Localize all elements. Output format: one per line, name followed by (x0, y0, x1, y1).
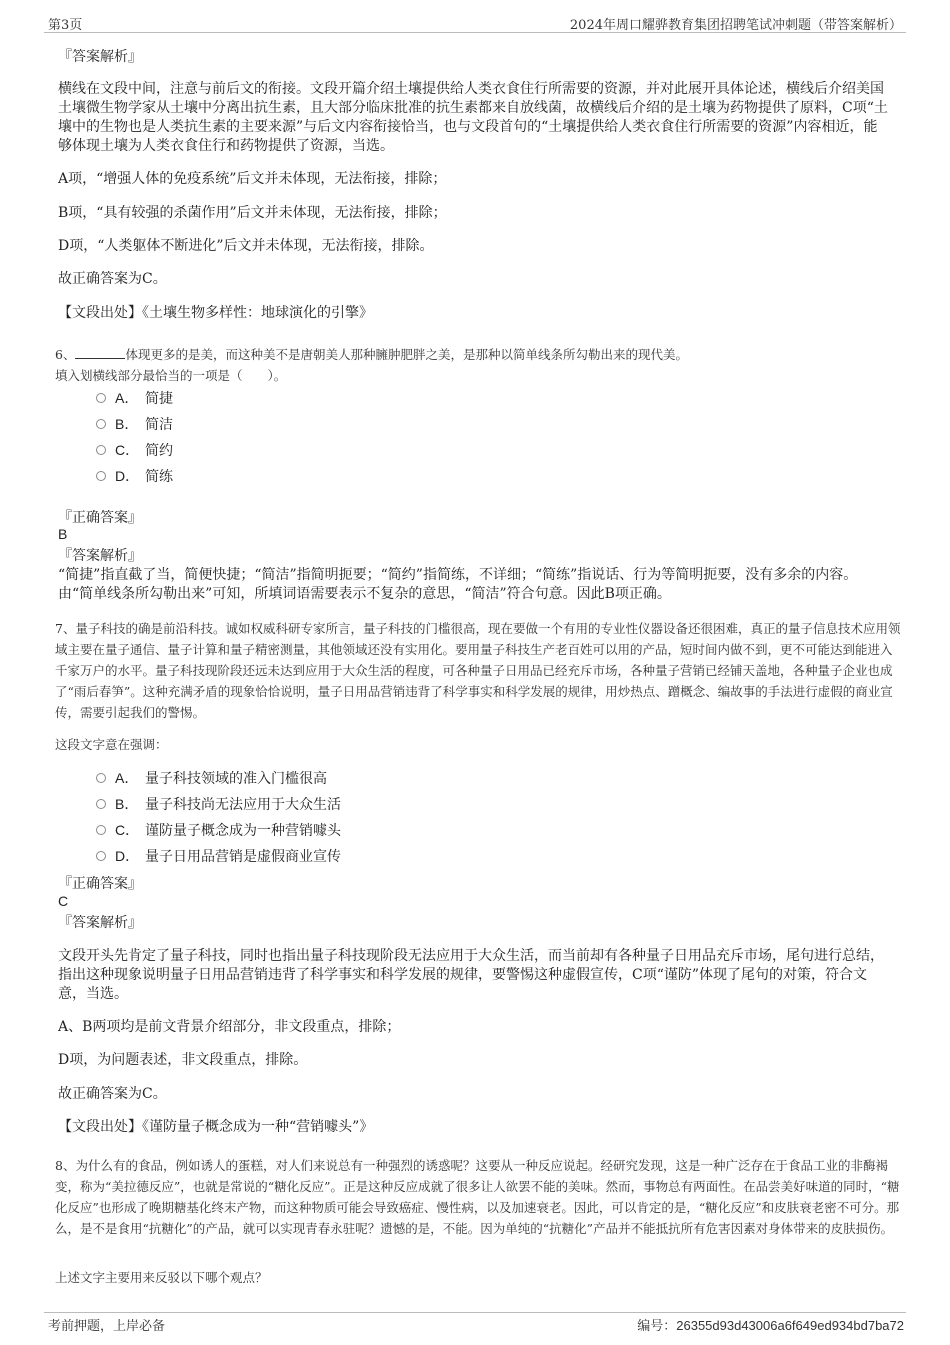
q7-option-c[interactable]: C． 谨防量子概念成为一种营销噱头 (96, 820, 341, 840)
document-code: 编号：26355d93d43006a6f649ed934bd7ba72 (637, 1318, 904, 1334)
q6-option-d[interactable]: D． 简练 (96, 466, 173, 486)
question-prompt: 上述文字主要用来反驳以下哪个观点？ (55, 1270, 268, 1285)
q7-option-d[interactable]: D． 量子日用品营销是虚假商业宣传 (96, 846, 341, 866)
question-text: 体现更多的是美，而这种美不是唐朝美人那种臃肿肥胖之美，是那种以简单线条所勾勒出来的现代美。 (125, 347, 688, 362)
source: 【文段出处】《谨防量子概念成为一种“营销噱头”》 (58, 1119, 374, 1135)
conclusion: 故正确答案为C。 (58, 1086, 167, 1102)
correct-answer-label: 『正确答案』 (58, 510, 142, 526)
question-8-stem: 8、为什么有的食品，例如诱人的蛋糕，对人们来说总有一种强烈的诱惑呢？这要从一种反应说起。经研究发现，这是一种广泛存在于食品工业的非酶褐变，称为“美拉德反应”，也就是常说的“糖化反应”。正是这种反应成就了很多让人欲罢不能的美味。然而，事物总有两面性。在品尝美好味道的同时，“糖化反应”也形成了晚期糖基化终末产物，而这种物质可能会导致癌症、慢性病，以及加速衰老。因此，可以肯定的是，“糖化反应”和皮肤衰老密不可分。那么，是不是食用“抗糖化”的产品，就可以实现青春永驻呢？遗憾的是，不能。因为单纯的“抗糖化”产品并不能抵抗所有危害因素对身体带来的皮肤损伤。 (55, 1158, 900, 1236)
q6-option-a[interactable]: A． 简捷 (96, 388, 173, 408)
analysis-label: 『答案解析』 (58, 548, 142, 564)
analysis-option-b: B项，“具有较强的杀菌作用”后文并未体现，无法衔接，排除； (58, 205, 447, 221)
radio-icon[interactable] (96, 445, 106, 455)
page-number: 第3页 (48, 18, 83, 33)
correct-answer: B (58, 526, 68, 542)
question-7-stem: 7、量子科技的确是前沿科技。诚如权威科研专家所言，量子科技的门槛很高，现在要做一个有用的专业性仪器设备还很困难，真正的量子信息技术应用领域主要在量子通信、量子计算和量子精密测量，其他领域还没有实用化。要用量子科技生产老百姓可以用的产品，短时间内做不到，更不可能达到能进入千家万户的水平。量子科技现阶段还远未达到应用于大众生活的程度，可各种量子日用品已经充斥市场，各种量子营销已经铺天盖地，各种量子企业也成了“雨后春笋”。这种充满矛盾的现象恰恰说明，量子日用品营销违背了科学事实和科学发展的规律，用炒热点、蹭概念、编故事的手法进行虚假的商业宣传，需要引起我们的警惕。 (55, 621, 901, 720)
q7-option-a[interactable]: A． 量子科技领域的准入门槛很高 (96, 768, 327, 788)
radio-icon[interactable] (96, 471, 106, 481)
radio-icon[interactable] (96, 773, 106, 783)
analysis-label: 『答案解析』 (58, 49, 142, 65)
q6-option-c[interactable]: C． 简约 (96, 440, 173, 460)
question-6-stem (55, 344, 901, 386)
question-prompt: 这段文字意在强调： (55, 737, 168, 752)
radio-icon[interactable] (96, 393, 106, 403)
page-header (44, 12, 906, 33)
q6-option-b[interactable]: B． 简洁 (96, 414, 173, 434)
document-title: 2024年周口耀骅教育集团招聘笔试冲刺题（带答案解析） (569, 18, 902, 33)
q7-option-b[interactable]: B． 量子科技尚无法应用于大众生活 (96, 794, 341, 814)
footer-slogan: 考前押题，上岸必备 (48, 1319, 166, 1334)
analysis-option-ab: A、B两项均是前文背景介绍部分，非文段重点，排除； (58, 1019, 401, 1035)
conclusion: 故正确答案为C。 (58, 271, 167, 287)
analysis-label: 『答案解析』 (58, 915, 142, 931)
correct-answer-label: 『正确答案』 (58, 876, 142, 892)
radio-icon[interactable] (96, 799, 106, 809)
page-footer (44, 1312, 906, 1335)
analysis-option-d: D项，为问题表述，非文段重点，排除。 (58, 1052, 308, 1068)
fill-blank (75, 346, 125, 359)
question-number: 6、 (55, 347, 76, 362)
analysis-option-d: D项，“人类躯体不断进化”后文并未体现，无法衔接，排除。 (58, 238, 434, 254)
analysis-text: “简捷”指直截了当，简便快捷；“简洁”指简明扼要；“简约”指简练，不详细；“简练”指说话、行为等简明扼要，没有多余的内容。由“简单线条所勾勒出来”可知，所填词语需要表示不复杂的意思，“简洁”符合句意。因此B项正确。 (58, 567, 858, 602)
analysis-option-a: A项，“增强人体的免疫系统”后文并未体现，无法衔接，排除； (58, 171, 447, 187)
analysis-text: 横线在文段中间，注意与前后文的衔接。文段开篇介绍土壤提供给人类衣食住行所需要的资源，并对此展开具体论述，横线后介绍美国土壤微生物学家从土壤中分离出抗生素，且大部分临床批准的抗生素都来自放线菌，故横线后介绍的是土壤为药物提供了原料，C项“土壤中的生物也是人类抗生素的主要来源”与后文内容衔接恰当，也与文段首句的“土壤提供给人类衣食住行所需要的资源”内容相近，能够体现土壤为人类衣食住行和药物提供了资源，当选。 (58, 81, 888, 154)
source: 【文段出处】《土壤生物多样性：地球演化的引擎》 (58, 305, 373, 321)
correct-answer: C (58, 893, 69, 909)
radio-icon[interactable] (96, 825, 106, 835)
analysis-text: 文段开头先肯定了量子科技，同时也指出量子科技现阶段无法应用于大众生活，而当前却有各种量子日用品充斥市场，尾句进行总结，指出这种现象说明量子日用品营销违背了科学事实和科学发展的规律，要警惕这种虚假宣传，C项“谨防”体现了尾句的对策，符合文意，当选。 (58, 948, 884, 1002)
radio-icon[interactable] (96, 851, 106, 861)
radio-icon[interactable] (96, 419, 106, 429)
question-prompt: 填入划横线部分最恰当的一项是（ ）。 (55, 368, 287, 383)
